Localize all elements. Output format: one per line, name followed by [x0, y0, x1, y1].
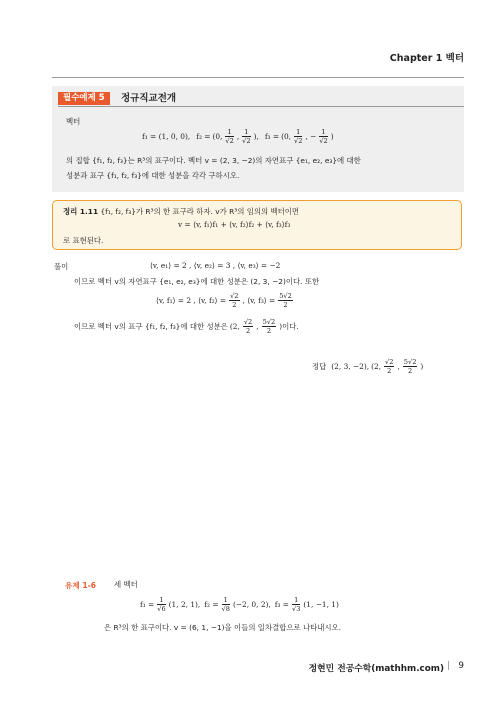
- chapter-header: Chapter 1 벡터: [389, 53, 464, 64]
- answer-line: [312, 358, 423, 375]
- solution-label: 풀이: [54, 262, 69, 271]
- problem-line-2: 의 집합 {f₁, f₂, f₃}는 R³의 표구이다. 벡터 v = (2, 3, −2)의 자연표구 {e₁, e₂, e₃}에 대한: [66, 156, 361, 165]
- solution-line-2: [74, 318, 299, 335]
- ex-f3-label: f₃ =: [274, 600, 289, 609]
- f3-close: ): [330, 132, 334, 141]
- ex-f3-fraction: $\frac{1}{√3}$: [292, 596, 301, 613]
- f3-label: f₃ =: [264, 132, 280, 141]
- exercise-line-1: 세 벡터: [114, 580, 138, 589]
- page-number: 9: [458, 661, 464, 671]
- eq2-fraction-2: $\frac{5√2}{2}$: [279, 292, 292, 309]
- solution-line-2-fraction-1: $\frac{√2}{2}$: [243, 318, 253, 335]
- answer-close: ): [420, 362, 424, 371]
- problem-line-3: 성분과 표구 {f₁, f₂, f₃}에 대한 성분을 각각 구하시오.: [66, 171, 240, 180]
- solution-line-2-close: )이다.: [279, 322, 299, 331]
- answer-fraction-1: $\frac{√2}{2}$: [385, 358, 394, 375]
- eq2-part-b: , ⟨v, f₃⟩ =: [242, 296, 276, 305]
- f1-definition: f₁ = (1, 0, 0),: [142, 132, 191, 141]
- theorem-statement: {f₁, f₂, f₃}가 R³의 한 표구라 하자. v가 R³의 임의의 벡터이면: [100, 207, 300, 216]
- problem-intro: 벡터: [66, 117, 81, 126]
- answer-comma: ,: [397, 362, 400, 371]
- theorem-line-2: 로 표현된다.: [63, 236, 104, 245]
- ex-f1-vector: (1, 2, 1),: [168, 600, 201, 609]
- problem-title-divider: [58, 106, 464, 107]
- f3-open: (0,: [281, 132, 291, 141]
- ex-f1-fraction: $\frac{1}{√6}$: [157, 596, 166, 613]
- solution-eq-1: ⟨v, e₁⟩ = 2 , ⟨v, e₂⟩ = 3 , ⟨v, e₃⟩ = −2: [150, 261, 281, 270]
- f2-fraction-1: $\frac{1}{√2}$: [225, 128, 234, 145]
- answer-open: (2,: [371, 362, 382, 371]
- eq2-fraction-1: $\frac{√2}{2}$: [230, 292, 239, 309]
- answer-fraction-2: $\frac{5√2}{2}$: [403, 358, 417, 375]
- ex-f1-label: f₁ =: [140, 600, 155, 609]
- theorem-formula: v = ⟨v, f₁⟩f₁ + ⟨v, f₂⟩f₂ + ⟨v, f₃⟩f₃: [178, 220, 291, 229]
- problem-title: 정규직교전개: [121, 93, 177, 104]
- solution-line-2-text: 이므로 벡터 v의 표구 {f₁, f₂, f₃}에 대한 성분은: [74, 322, 228, 331]
- f3-comma: , −: [305, 132, 317, 141]
- exercise-line-2: 은 R³의 한 표구이다. v = (6, 1, −1)을 이들의 일차결합으로 나타내시오.: [104, 623, 342, 632]
- solution-line-1: 이므로 벡터 v의 자연표구 {e₁, e₂, e₃}에 대한 성분은 (2, 3, −2)이다. 또한: [74, 277, 320, 286]
- header-divider: [52, 77, 464, 78]
- footer-title: 정현민 전공수학(mathhm.com): [308, 664, 444, 674]
- exercise-formula: [140, 596, 339, 613]
- ex-f2-fraction: $\frac{1}{√8}$: [221, 596, 230, 613]
- answer-natural: (2, 3, −2),: [331, 362, 370, 371]
- solution-line-2-fraction-2: $\frac{5√2}{2}$: [262, 318, 276, 335]
- ex-f2-label: f₂ =: [204, 600, 219, 609]
- f3-fraction-1: $\frac{1}{√2}$: [294, 128, 303, 145]
- exercise-label: 유제 1-6: [65, 581, 97, 590]
- footer-separator: |: [447, 661, 450, 671]
- ex-f2-vector: (−2, 0, 2),: [232, 600, 271, 609]
- f2-open: (0,: [212, 132, 223, 141]
- theorem-line-1: [63, 206, 299, 217]
- eq2-part-a: ⟨v, f₁⟩ = 2 , ⟨v, f₂⟩ =: [156, 296, 227, 305]
- problem-tag: 필수예제 5: [58, 92, 110, 105]
- ex-f3-vector: (1, −1, 1): [303, 600, 339, 609]
- solution-line-2-open: (2,: [229, 322, 240, 331]
- f2-comma: ,: [236, 132, 240, 141]
- f3-fraction-2: $\frac{1}{√2}$: [319, 128, 328, 145]
- f2-fraction-2: $\frac{1}{√2}$: [242, 128, 251, 145]
- f2-label: f₂ =: [196, 132, 211, 141]
- solution-line-2-comma: ,: [256, 322, 259, 331]
- f2-close: ),: [253, 132, 259, 141]
- solution-eq-2: [156, 292, 294, 309]
- problem-basis-formula: [142, 128, 334, 145]
- theorem-label: 정리 1.11: [63, 207, 99, 216]
- answer-label: 정답: [312, 362, 327, 371]
